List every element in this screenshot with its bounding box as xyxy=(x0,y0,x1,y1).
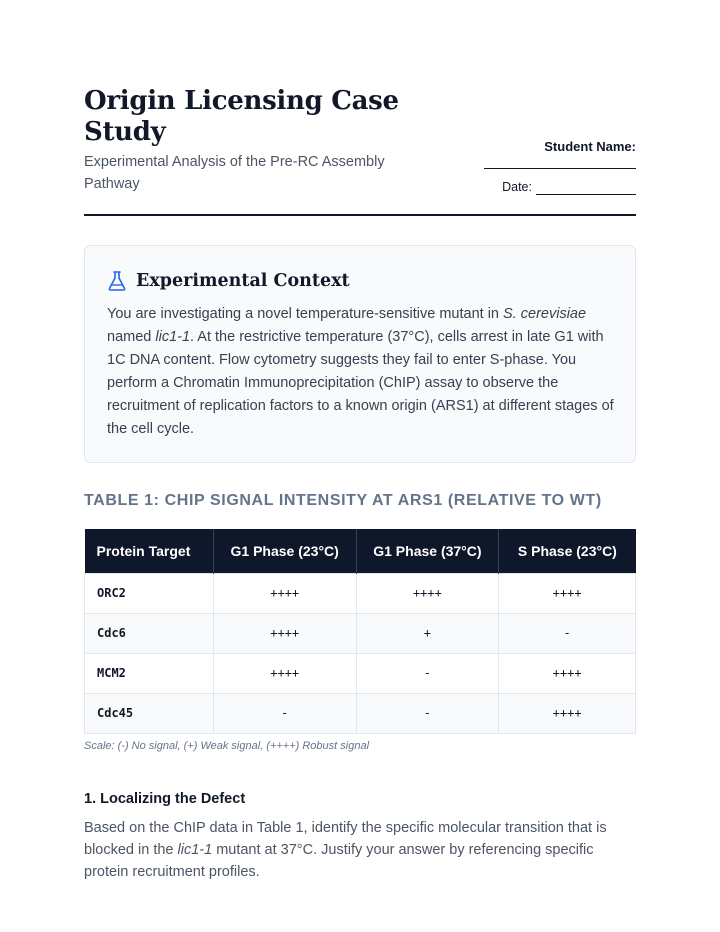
table-row xyxy=(85,573,636,613)
context-header xyxy=(107,268,350,294)
table-header-row xyxy=(85,529,636,573)
table-cell: ++++ xyxy=(356,573,499,613)
page-subtitle: Experimental Analysis of the Pre-RC Assembly Pathway xyxy=(84,154,385,192)
date-field[interactable] xyxy=(536,183,636,195)
table-cell: ++++ xyxy=(499,573,636,613)
protein-target: Cdc45 xyxy=(85,693,214,733)
student-info xyxy=(466,138,636,195)
protein-target: Cdc6 xyxy=(85,613,214,653)
table-cell: ++++ xyxy=(499,653,636,693)
table-cell: + xyxy=(356,613,499,653)
protein-target: MCM2 xyxy=(85,653,214,693)
date-row xyxy=(466,179,636,195)
column-header: Protein Target xyxy=(85,529,214,573)
student-name-field[interactable] xyxy=(484,156,636,169)
chip-signal-table xyxy=(84,529,636,734)
table-cell: - xyxy=(499,613,636,653)
table-cell: - xyxy=(356,693,499,733)
protein-target: ORC2 xyxy=(85,573,214,613)
table-cell: ++++ xyxy=(213,613,356,653)
page-title: Origin Licensing Case Study xyxy=(84,86,399,147)
table-cell: - xyxy=(356,653,499,693)
header-divider xyxy=(84,214,636,216)
scale-note: Scale: (-) No signal, (+) Weak signal, (++++) Robust signal xyxy=(84,740,370,752)
column-header: G1 Phase (23°C) xyxy=(213,529,356,573)
table-row xyxy=(85,613,636,653)
context-body: You are investigating a novel temperature-sensitive mutant in S. cerevisiae named lic1-1. At the restrictive temperature (37°C), cells arrest in late G1 with 1C DNA content. Flow cytometry suggests they fail to enter S-phase. You perform a Chromatin Immunoprecipitation (ChIP) assay to observe the recruitment of replication factors to a known origin (ARS1) at different stages of the cell cycle. xyxy=(107,306,614,437)
mutant-name: lic1-1 xyxy=(155,329,191,345)
context-title: Experimental Context xyxy=(136,271,350,291)
column-header: S Phase (23°C) xyxy=(499,529,636,573)
question-body: Based on the ChIP data in Table 1, identify the specific molecular transition that is blocked in the lic1-1 mutant at 37°C. Justify your answer by referencing specific protein recruitment profiles. xyxy=(84,820,607,880)
question-title: 1. Localizing the Defect xyxy=(84,791,246,807)
table-row xyxy=(85,693,636,733)
student-name-label: Student Name: xyxy=(544,139,636,154)
experimental-context-box xyxy=(84,245,636,463)
mutant-name: lic1-1 xyxy=(177,842,213,858)
table-cell: - xyxy=(213,693,356,733)
date-label: Date: xyxy=(502,180,532,194)
table-cell: ++++ xyxy=(213,653,356,693)
table-cell: ++++ xyxy=(213,573,356,613)
table-heading: TABLE 1: CHIP SIGNAL INTENSITY AT ARS1 (RELATIVE TO WT) xyxy=(84,492,602,509)
column-header: G1 Phase (37°C) xyxy=(356,529,499,573)
flask-icon xyxy=(107,270,127,292)
header xyxy=(84,86,636,216)
table-cell: ++++ xyxy=(499,693,636,733)
table-row xyxy=(85,653,636,693)
organism-name: S. cerevisiae xyxy=(503,306,587,322)
